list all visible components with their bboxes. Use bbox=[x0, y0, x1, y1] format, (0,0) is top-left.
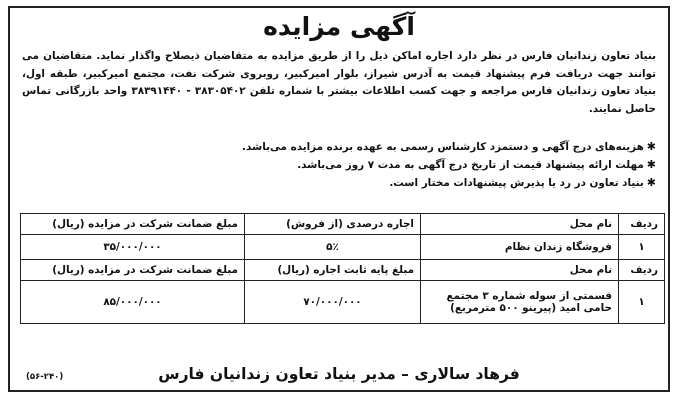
header-place-name: نام محل bbox=[421, 260, 619, 281]
condition-item bbox=[22, 138, 656, 156]
asterisk-icon: ✱ bbox=[646, 158, 656, 171]
cell-row-number: ۱ bbox=[619, 281, 665, 324]
table1-header-row bbox=[21, 214, 665, 235]
signature-line: فرهاد سالاری – مدیر بنیاد تعاون زندانیان فارس bbox=[158, 365, 520, 383]
header-place-name: نام محل bbox=[421, 214, 619, 235]
condition-item bbox=[22, 156, 656, 174]
cell-percent-rent: ۵٪ bbox=[245, 235, 421, 260]
condition-item bbox=[22, 174, 656, 192]
auction-table bbox=[20, 213, 665, 324]
asterisk-icon: ✱ bbox=[646, 176, 656, 189]
table-row bbox=[21, 235, 665, 260]
cell-base-rent: ۷۰/۰۰۰/۰۰۰ bbox=[245, 281, 421, 324]
cell-place-name: قسمتی از سوله شماره ۳ مجتمع حامی امید (پیرینو ۵۰۰ مترمربع) bbox=[421, 281, 619, 324]
table2-header-row bbox=[21, 260, 665, 281]
condition-text: بنیاد تعاون در رد یا پذیرش پیشنهادات مختار است. bbox=[389, 177, 644, 189]
table-row bbox=[21, 281, 665, 324]
condition-text: هزینه‌های درج آگهی و دستمزد کارشناس رسمی به عهده برنده مزایده می‌باشد. bbox=[242, 141, 644, 153]
cell-row-number: ۱ bbox=[619, 235, 665, 260]
ad-frame bbox=[8, 6, 670, 392]
header-guarantee: مبلغ ضمانت شرکت در مزایده (ریال) bbox=[21, 214, 245, 235]
cell-guarantee: ۸۵/۰۰۰/۰۰۰ bbox=[21, 281, 245, 324]
intro-text: بنیاد تعاون زندانیان فارس در نظر دارد اجاره اماکن ذیل را از طریق مزایده به متقاضیان ذیصلاح واگذار نماید. متقاضیان می توانند جهت دریافت فرم پیشنهاد قیمت به آدرس شیراز، بلوار امیرکبیر، روبروی شرکت نفت، مجتمع امیرکبیر، طبقه اول، بنیاد تعاون زندانیان فارس مراجعه و جهت کسب اطلاعات بیشتر با شماره تلفن ۳۸۳۰۵۴۰۲ - ۳۸۳۹۱۴۴۰ واحد بازرگانی تماس حاصل نمایند. bbox=[22, 50, 656, 115]
ad-code: (۵۶-۲۴۰) bbox=[26, 372, 64, 382]
cell-place-name: فروشگاه زندان نظام bbox=[421, 235, 619, 260]
condition-text: مهلت ارائه پیشنهاد قیمت از تاریخ درج آگهی به مدت ۷ روز می‌باشد. bbox=[297, 159, 644, 171]
header-guarantee: مبلغ ضمانت شرکت در مزایده (ریال) bbox=[21, 260, 245, 281]
asterisk-icon: ✱ bbox=[646, 140, 656, 153]
header-row-number: ردیف bbox=[619, 214, 665, 235]
header-row-number: ردیف bbox=[619, 260, 665, 281]
header-base-rent: مبلغ پایه ثابت اجاره (ریال) bbox=[245, 260, 421, 281]
ad-title: آگهی مزایده bbox=[263, 12, 415, 41]
cell-guarantee: ۳۵/۰۰۰/۰۰۰ bbox=[21, 235, 245, 260]
intro-paragraph bbox=[22, 48, 656, 118]
conditions-list bbox=[22, 138, 656, 192]
header-percent-rent: اجاره درصدی (از فروش) bbox=[245, 214, 421, 235]
